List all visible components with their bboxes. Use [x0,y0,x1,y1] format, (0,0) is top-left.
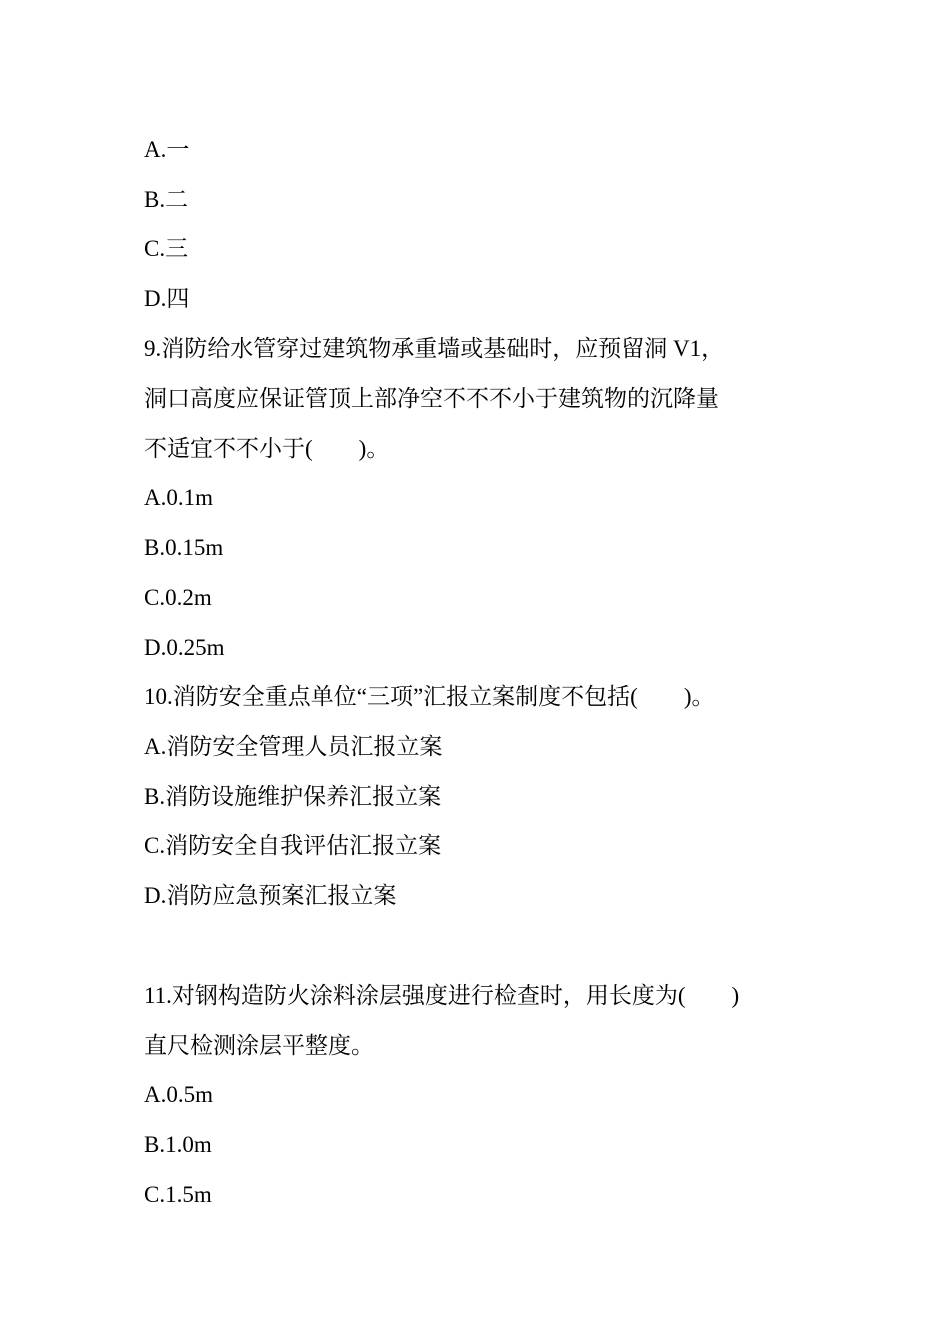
q11-option-a: A.0.5m [144,1082,213,1107]
q9-option-c: C.0.2m [144,585,212,610]
q9-stem-line-3: 不适宜不不小于( )。 [144,436,390,461]
q8-option-a: A.一 [144,137,190,162]
q9-stem-line-1: 9.消防给水管穿过建筑物承重墙或基础时，应预留洞 V1， [144,336,725,361]
q10-option-c: C.消防安全自我评估汇报立案 [144,833,442,858]
q9-option-a: A.0.1m [144,485,213,510]
q8-option-d: D.四 [144,286,190,311]
q11-stem-line-1: 11.对钢构造防火涂料涂层强度进行检查时，用长度为( ) [144,983,740,1008]
q8-option-c: C.三 [144,236,189,261]
q11-option-b: B.1.0m [144,1132,212,1157]
q9-option-b: B.0.15m [144,535,224,560]
q11-stem-line-2: 直尺检测涂层平整度。 [144,1033,374,1058]
q8-option-b: B.二 [144,187,189,212]
q10-option-a: A.消防安全管理人员汇报立案 [144,734,443,759]
q10-option-d: D.消防应急预案汇报立案 [144,883,397,908]
q10-stem-line-1: 10.消防安全重点单位“三项”汇报立案制度不包括( )。 [144,684,715,709]
q9-option-d: D.0.25m [144,635,225,660]
q9-stem-line-2: 洞口高度应保证管顶上部净空不不不小于建筑物的沉降量 [144,386,719,411]
q11-option-c: C.1.5m [144,1182,212,1207]
q10-option-b: B.消防设施维护保养汇报立案 [144,784,442,809]
